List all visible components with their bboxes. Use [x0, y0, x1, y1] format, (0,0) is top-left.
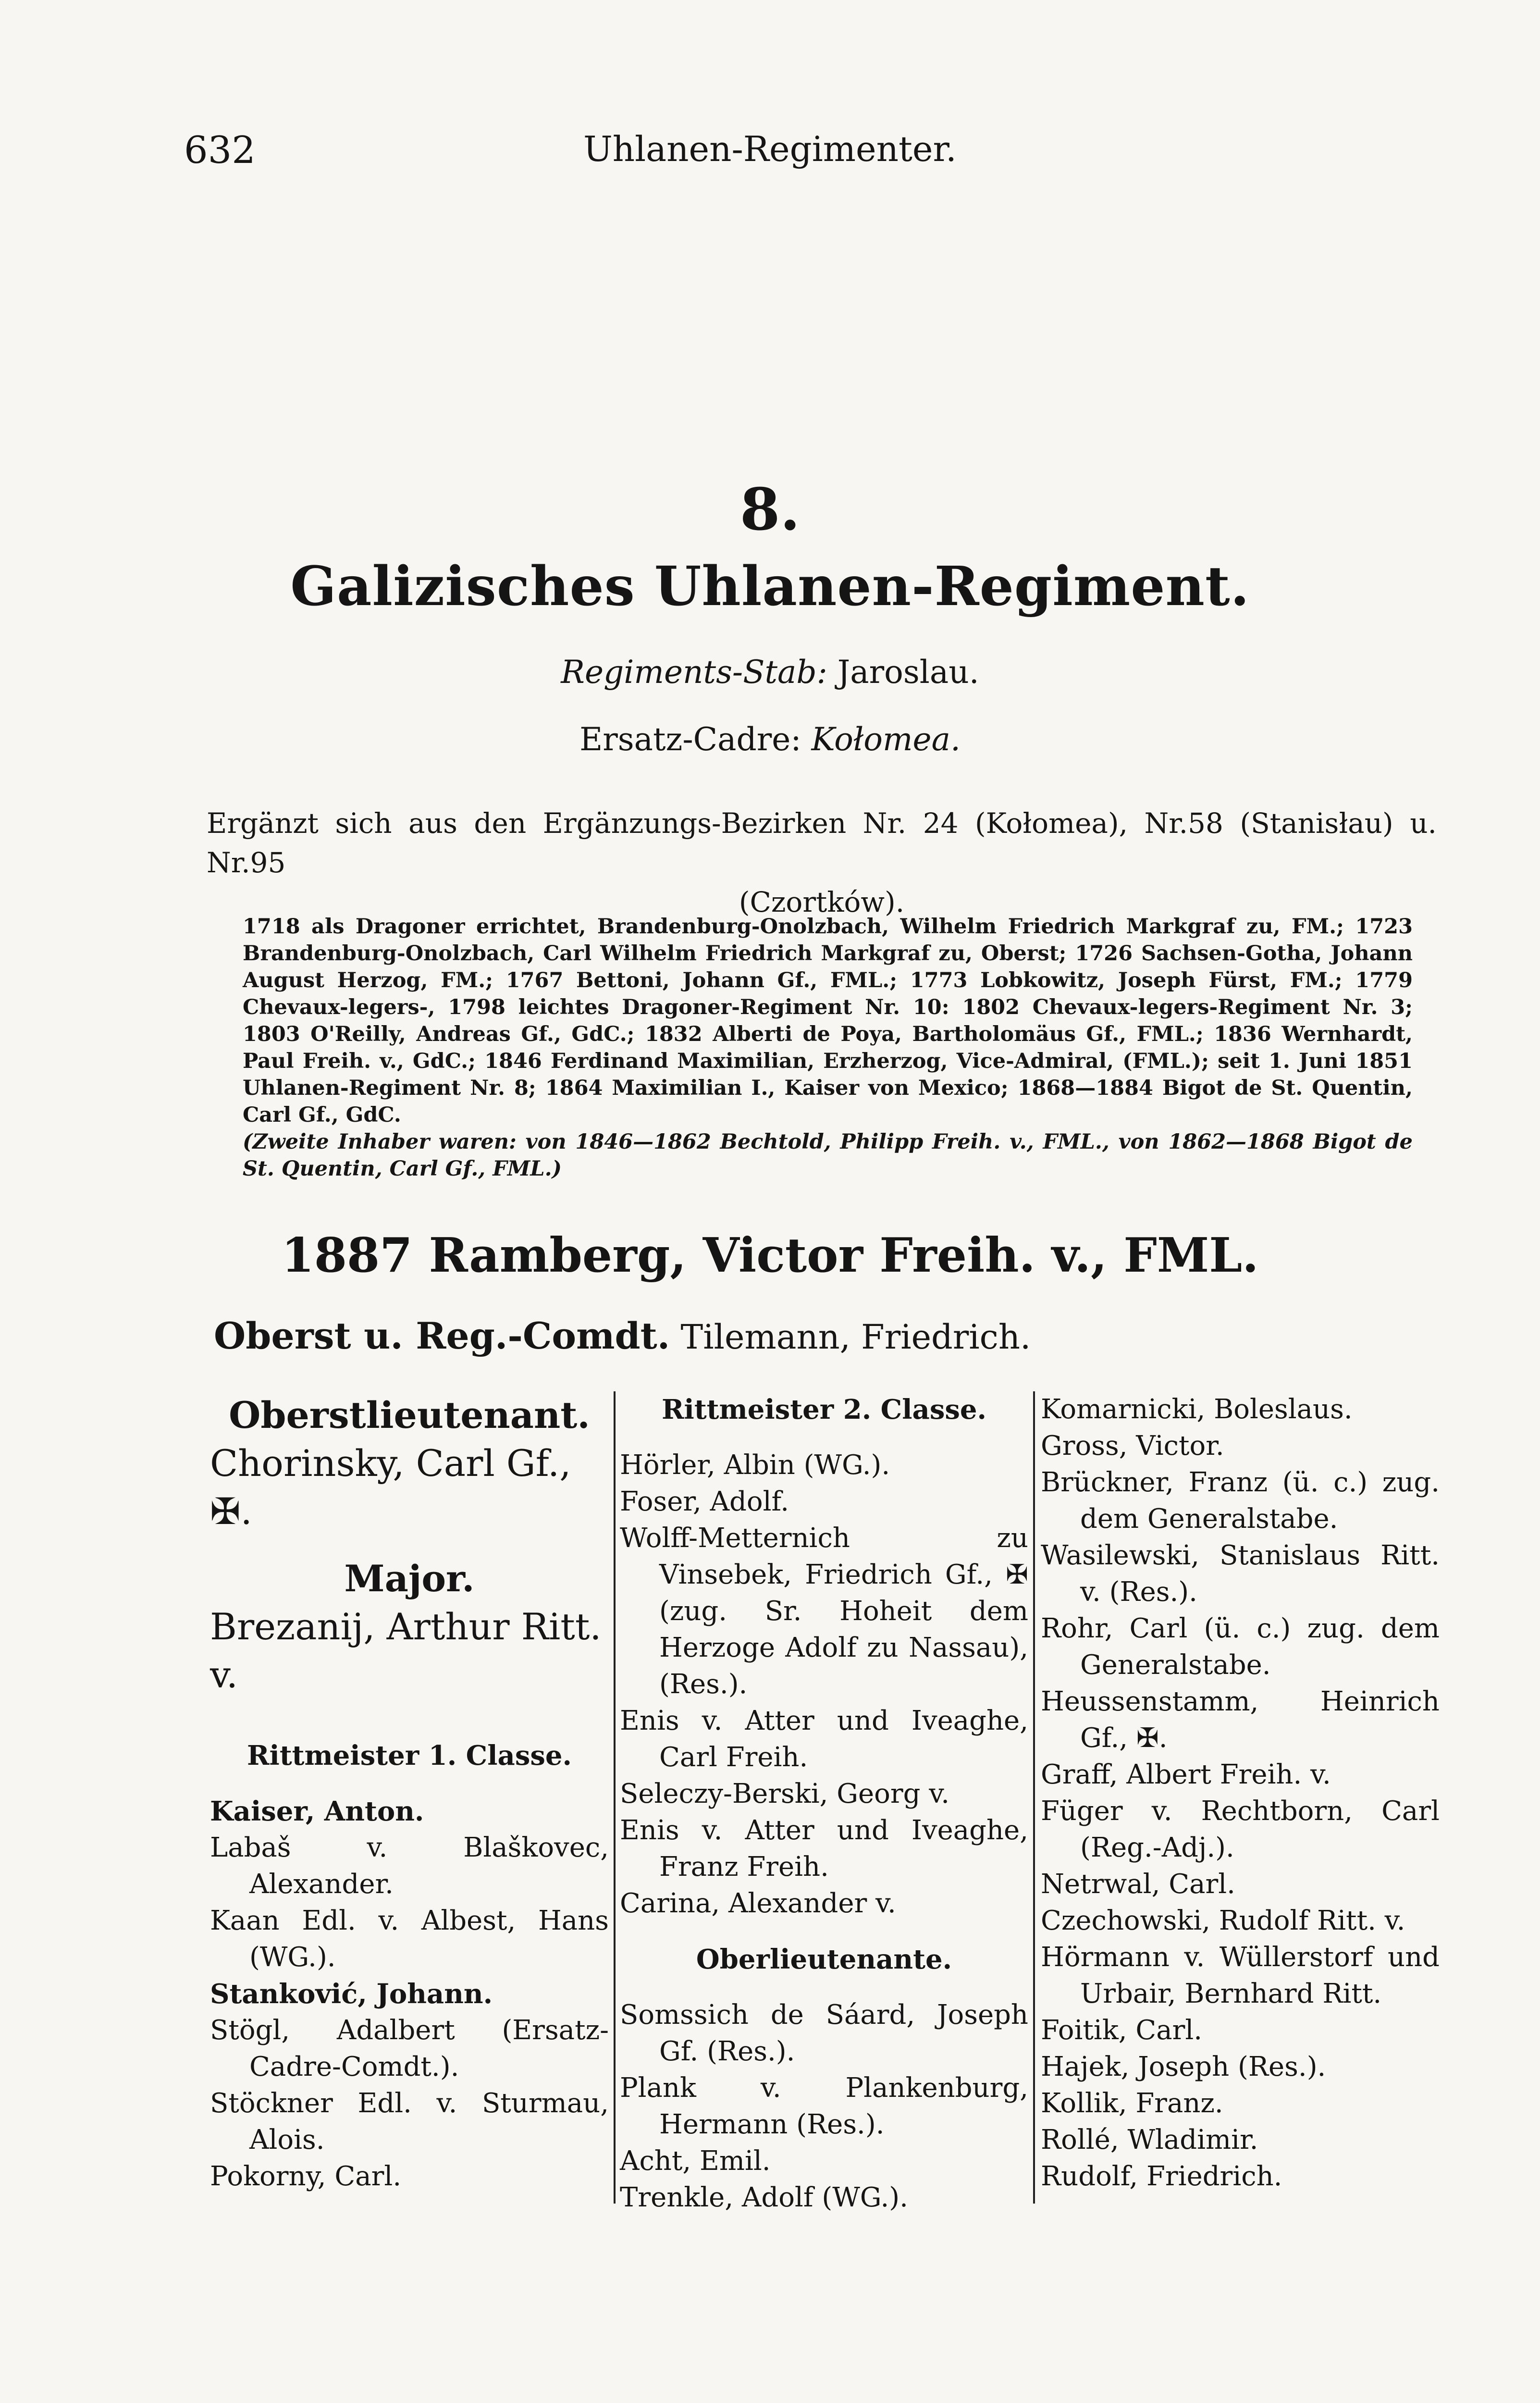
major-entry: Brezanij, Arthur Ritt. v. [210, 1605, 602, 1696]
running-head [0, 129, 1540, 182]
officer-entry: Rohr, Carl (ü. c.) zug. dem Generalstabe. [1041, 1613, 1440, 1681]
officer-entry: Brückner, Franz (ü. c.) zug. dem Generalstabe. [1041, 1467, 1440, 1535]
officer-entry: Foser, Adolf. [620, 1486, 789, 1517]
commander-name: Tilemann, Friedrich. [680, 1317, 1031, 1357]
history-text: 1718 als Dragoner errichtet, Brandenburg-Onolzbach, Wilhelm Friedrich Markgraf zu, FM.; 1723 Brandenburg-Onolzbach, Carl Wilhelm Friedrich Markgraf zu, Oberst; 1726 Sachsen-Gotha, Johann August Herzog, FM.; 1767 Bettoni, Johann Gf., FML.; 1773 Lobkowitz, Joseph Fürst, FM.; 1779 Chevaux-legers-, 1798 leichtes Dragoner-Regiment Nr. 10: 1802 Chevaux-legers-Regiment Nr. 3; 1803 O'Reilly, Andreas Gf., GdC.; 1832 Alberti de Poya, Bartholomäus Gf., FML.; 1836 Wernhardt, Paul Freih. v., GdC.; 1846 Ferdinand Maximilian, Erzherzog, Vice-Admiral, (FML.); seit 1. Juni 1851 Uhlanen-Regiment Nr. 8; 1864 Maximilian I., Kaiser von Mexico; 1868—1884 Bigot de St. Quentin, Carl Gf., GdC. [243, 915, 1413, 1127]
running-title: Uhlanen-Regimenter. [583, 129, 957, 169]
officer-entry: Stöckner Edl. v. Sturmau, Alois. [210, 2088, 609, 2155]
regiment-number: 8. [739, 476, 801, 544]
column-divider [614, 1391, 616, 2204]
officer-entry: Enis v. Atter und Iveaghe, Carl Freih. [620, 1705, 1028, 1773]
staff-line [0, 654, 1540, 691]
second-owners-note: (Zweite Inhaber waren: von 1846—1862 Bechtold, Philipp Freih. v., FML., von 1862—1868 Bigot de St. Quentin, Carl Gf., FML.) [243, 1130, 1413, 1181]
recruitment-districts [207, 804, 1437, 922]
heading-oberleutnante: Oberlieutenante. [696, 1944, 952, 1975]
officer-entry: Somssich de Sáard, Joseph Gf. (Res.). [620, 1999, 1028, 2067]
officer-entry: Hajek, Joseph (Res.). [1041, 2051, 1326, 2082]
commander-line [214, 1314, 1031, 1357]
page-number: 632 [184, 129, 256, 172]
officer-entry: Wolff-Metternich zu Vinsebek, Friedrich Gf., ✠ (zug. Sr. Hoheit dem Herzoge Adolf zu Nassau), (Res.). [620, 1523, 1028, 1700]
officer-entry: Plank v. Plankenburg, Hermann (Res.). [620, 2072, 1028, 2140]
officer-entry: Gross, Victor. [1041, 1430, 1224, 1462]
rittmeister-2-list [620, 1447, 1028, 1922]
officer-entry: Wasilewski, Stanislaus Ritt. v. (Res.). [1041, 1540, 1440, 1608]
officer-entry: Czechowski, Rudolf Ritt. v. [1041, 1905, 1405, 1936]
officer-entry: Pokorny, Carl. [210, 2161, 402, 2192]
officer-entry: Enis v. Atter und Iveaghe, Franz Freih. [620, 1815, 1028, 1883]
heading-oberstleutnant: Oberstlieutenant. [229, 1394, 590, 1437]
officer-entry: Füger v. Rechtborn, Carl (Reg.-Adj.). [1041, 1796, 1440, 1863]
officer-entry: Foitik, Carl. [1041, 2015, 1203, 2046]
cadre-label: Ersatz-Cadre: [579, 721, 801, 758]
officer-entry: Stanković, Johann. [210, 1978, 493, 2010]
officer-entry: Trenkle, Adolf (WG.). [620, 2182, 908, 2213]
officer-entry: Graff, Albert Freih. v. [1041, 1759, 1331, 1790]
regiment-owner: 1887 Ramberg, Victor Freih. v., FML. [281, 1228, 1259, 1283]
heading-major: Major. [344, 1557, 475, 1600]
oberleutnante-list [620, 1997, 1028, 2216]
officer-entry: Acht, Emil. [620, 2145, 771, 2177]
officer-entry: Komarnicki, Boleslaus. [1041, 1394, 1353, 1425]
recruitment-districts-line2: (Czortków). [739, 886, 905, 918]
rittmeister-1-list [210, 1793, 609, 2195]
officer-entry: Rollé, Wladimir. [1041, 2124, 1258, 2155]
officer-entry: Labaš v. Blaškovec, Alexander. [210, 1832, 609, 1900]
officer-entry: Hörmann v. Wüllerstorf und Urbair, Bernhard Ritt. [1041, 1942, 1440, 2009]
heading-rittmeister-2: Rittmeister 2. Classe. [662, 1394, 986, 1425]
officer-entry: Stögl, Adalbert (Ersatz-Cadre-Comdt.). [210, 2015, 609, 2082]
recruitment-districts-line1: Ergänzt sich aus den Ergänzungs-Bezirken Nr. 24 (Kołomea), Nr.58 (Stanisłau) u. Nr.95 [207, 807, 1437, 879]
regiment-name: Galizisches Uhlanen-Regiment. [290, 555, 1250, 618]
oberleutnante-continued-list [1041, 1391, 1440, 2195]
officer-entry: Heussenstamm, Heinrich Gf., ✠. [1041, 1686, 1440, 1754]
officer-entry: Carina, Alexander v. [620, 1888, 896, 1919]
cadre-line [0, 721, 1540, 758]
officer-entry: Kaiser, Anton. [210, 1796, 424, 1827]
officer-column-2 [620, 1391, 1028, 2216]
officer-entry: Rudolf, Friedrich. [1041, 2161, 1282, 2192]
officer-column-3 [1041, 1391, 1440, 2195]
cadre-location: Kołomea. [811, 721, 961, 758]
officer-entry: Hörler, Albin (WG.). [620, 1449, 890, 1481]
column-divider [1033, 1391, 1035, 2204]
commander-rank: Oberst u. Reg.-Comdt. [214, 1314, 670, 1357]
staff-location: Jaroslau. [837, 654, 979, 691]
staff-label: Regiments-Stab: [561, 654, 827, 691]
heading-rittmeister-1: Rittmeister 1. Classe. [247, 1740, 572, 1771]
officer-entry: Kaan Edl. v. Albest, Hans (WG.). [210, 1905, 609, 1973]
officer-entry: Netrwal, Carl. [1041, 1869, 1235, 1900]
officer-entry: Seleczy-Berski, Georg v. [620, 1778, 950, 1809]
regiment-history [243, 913, 1413, 1182]
oberstleutnant-entry: Chorinsky, Carl Gf., ✠. [210, 1442, 571, 1533]
officer-entry: Kollik, Franz. [1041, 2088, 1223, 2119]
officer-column-1 [210, 1391, 609, 2195]
